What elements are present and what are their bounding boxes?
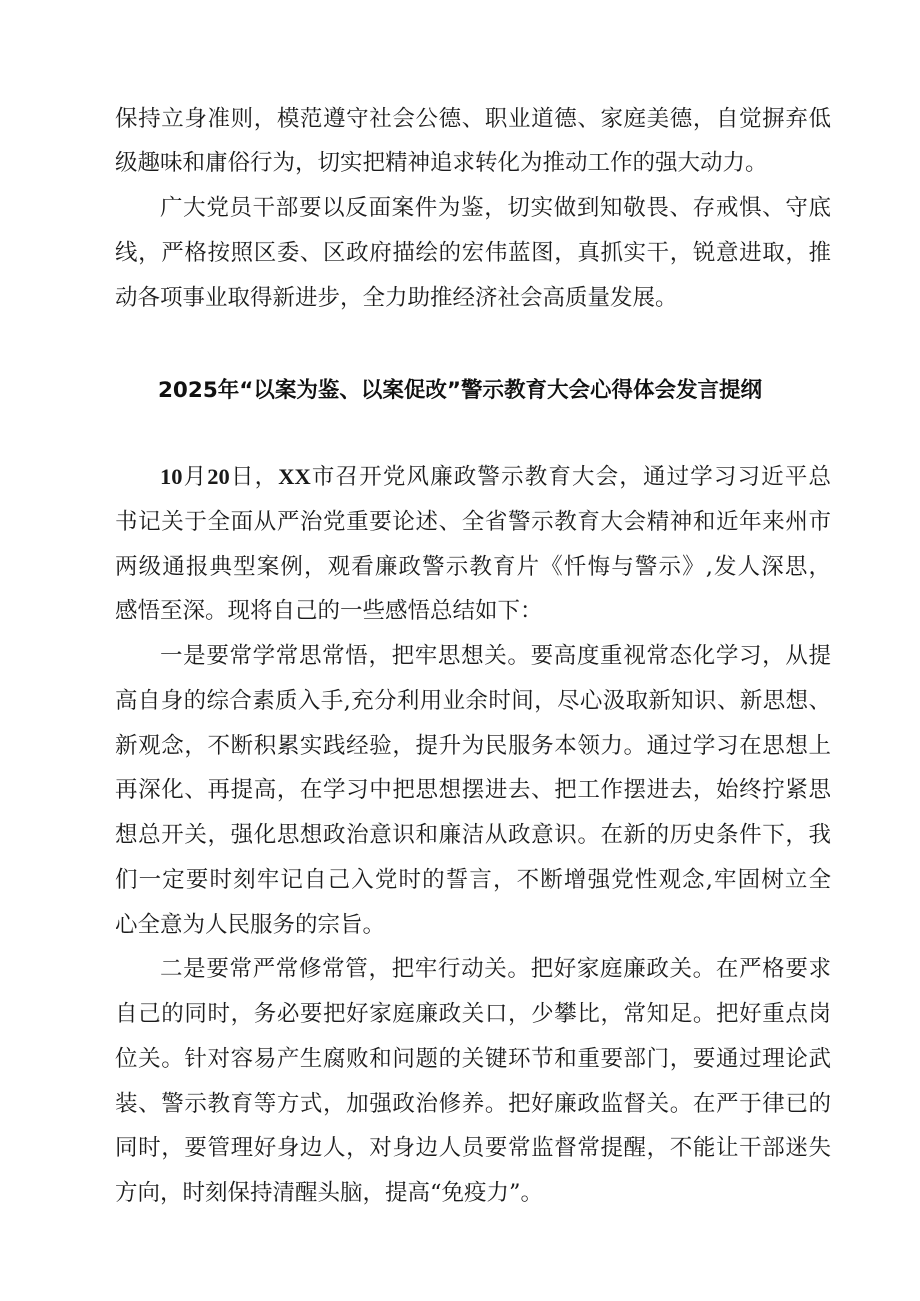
point-one-line: 心全意为人民服务的宗旨。 [115, 912, 386, 938]
date-month-char: 月 [182, 464, 208, 490]
city-code: XX [278, 464, 311, 489]
point-one-line: 再深化、再提高，在学习中把思想摆进去、把工作摆进去，始终拧紧思 [115, 777, 831, 803]
point-one-line: 新观念，不断积累实践经验，提升为民服务本领力。通过学习在思想上 [115, 733, 831, 759]
opening-line: 书记关于全面从严治党重要论述、全省警示教育大会精神和近年来州市 [115, 509, 831, 535]
point-two-line: 方向，时刻保持清醒头脑，提高“免疫力”。 [115, 1180, 544, 1206]
point-two-line: 装、警示教育等方式，加强政治修养。把好廉政监督关。在严于律已的 [115, 1091, 831, 1117]
intro-line: 动各项事业取得新进步，全力助推经济社会高质量发展。 [115, 285, 678, 311]
opening-line: 两级通报典型案例，观看廉政警示教育片《忏悔与警示》,发人深思， [115, 554, 831, 580]
opening-first-line-text: 市召开党风廉政警示教育大会，通过学习习近平总 [310, 464, 831, 490]
date-day-number: 20 [207, 464, 230, 489]
point-two-line: 同时，要管理好身边人，对身边人员要常监督常提醒，不能让干部迷失 [115, 1135, 831, 1161]
section-title: 2025年“以案为鉴、以案促改”警示教育大会心得体会发言提纲 [157, 378, 763, 403]
point-two-line: 二是要常严常修常管，把牢行动关。把好家庭廉政关。在严格要求 [160, 956, 831, 982]
point-one-line: 想总开关，强化思想政治意识和廉洁从政意识。在新的历史条件下，我 [115, 822, 831, 848]
intro-line: 广大党员干部要以反面案件为鉴，切实做到知敬畏、存戒惧、守底 [160, 195, 831, 221]
point-one-line: 一是要常学常思常悟，把牢思想关。要高度重视常态化学习，从提 [160, 643, 831, 669]
intro-line: 级趣味和庸俗行为，切实把精神追求转化为推动工作的强大动力。 [115, 150, 768, 176]
point-one-line: 们一定要时刻牢记自己入党时的誓言，不断增强党性观念,牢固树立全 [115, 867, 831, 893]
point-two-line: 位关。针对容易产生腐败和问题的关键环节和重要部门，要通过理论武 [115, 1046, 831, 1072]
intro-line: 线，严格按照区委、区政府描绘的宏伟蓝图，真抓实干，锐意进取，推 [115, 240, 831, 266]
point-two-line: 自己的同时，务必要把好家庭廉政关口，少攀比，常知足。把好重点岗 [115, 1001, 831, 1027]
opening-first-line [160, 462, 831, 492]
intro-line: 保持立身准则，模范遵守社会公德、职业道德、家庭美德，自觉摒弃低 [115, 106, 831, 132]
date-day-char: 日， [229, 464, 279, 490]
date-month-number: 10 [160, 464, 183, 489]
point-one-line: 高自身的综合素质入手,充分利用业余时间，尽心汲取新知识、新思想、 [115, 688, 831, 714]
opening-line: 感悟至深。现将自己的一些感悟总结如下： [115, 598, 543, 624]
